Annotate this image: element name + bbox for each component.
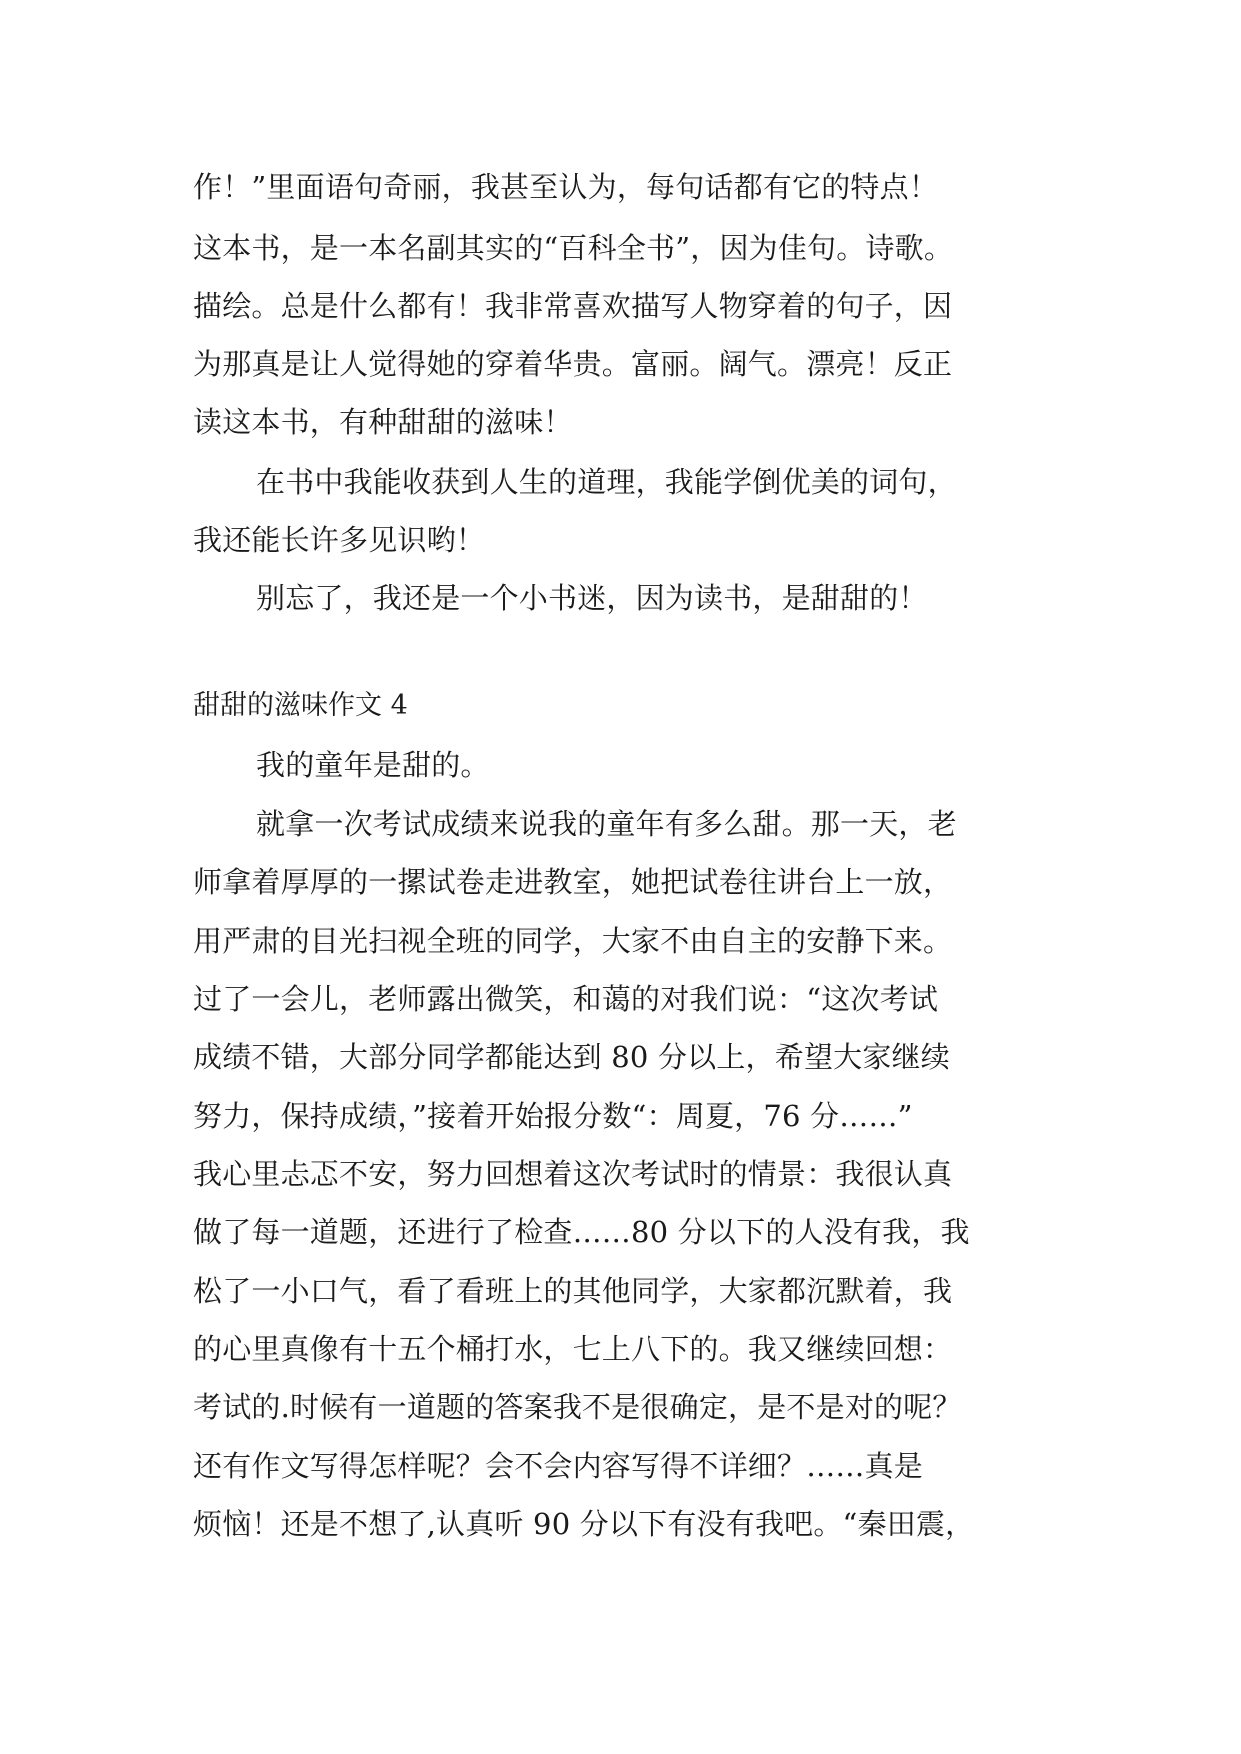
text-line: 考试的.时候有一道题的答案我不是很确定，是不是对的呢？ xyxy=(193,1390,962,1424)
text-line: 就拿一次考试成绩来说我的童年有多么甜。那一天，老 xyxy=(256,807,957,841)
text-line: 用严肃的目光扫视全班的同学，大家不由自主的安静下来。 xyxy=(193,924,953,958)
text-line: 努力，保持成绩，”接着开始报分数“：周夏，76 分……” xyxy=(193,1099,913,1133)
text-line: 成绩不错，大部分同学都能达到 80 分以上，希望大家继续 xyxy=(193,1040,950,1074)
text-line: 我的童年是甜的。 xyxy=(256,748,490,782)
text-line: 松了一小口气，看了看班上的其他同学，大家都沉默着，我 xyxy=(193,1274,953,1308)
text-line: 为那真是让人觉得她的穿着华贵。富丽。阔气。漂亮！反正 xyxy=(193,347,953,381)
text-line: 我心里忐忑不安，努力回想着这次考试时的情景：我很认真 xyxy=(193,1157,953,1191)
text-line: 的心里真像有十五个桶打水，七上八下的。我又继续回想： xyxy=(193,1332,953,1366)
text-line: 我还能长许多见识哟！ xyxy=(193,523,486,557)
text-line: 做了每一道题，还进行了检查……80 分以下的人没有我，我 xyxy=(193,1215,970,1249)
text-line: 烦恼！还是不想了,认真听 90 分以下有没有我吧。“秦田震， xyxy=(193,1507,975,1541)
section-title: 甜甜的滋味作文 4 xyxy=(193,690,408,721)
text-line: 作！”里面语句奇丽，我甚至认为，每句话都有它的特点！ xyxy=(193,170,939,204)
text-line: 还有作文写得怎样呢？会不会内容写得不详细？……真是 xyxy=(193,1449,924,1483)
text-line: 在书中我能收获到人生的道理，我能学倒优美的词句， xyxy=(256,465,957,499)
text-line: 描绘。总是什么都有！我非常喜欢描写人物穿着的句子，因 xyxy=(193,289,953,323)
text-line: 读这本书，有种甜甜的滋味！ xyxy=(193,405,573,439)
text-line: 别忘了，我还是一个小书迷，因为读书，是甜甜的！ xyxy=(256,581,928,615)
text-line: 这本书，是一本名副其实的“百科全书”，因为佳句。诗歌。 xyxy=(193,231,954,265)
text-line: 师拿着厚厚的一摞试卷走进教室，她把试卷往讲台上一放， xyxy=(193,865,953,899)
text-line: 过了一会儿，老师露出微笑，和蔼的对我们说：“这次考试 xyxy=(193,982,939,1016)
